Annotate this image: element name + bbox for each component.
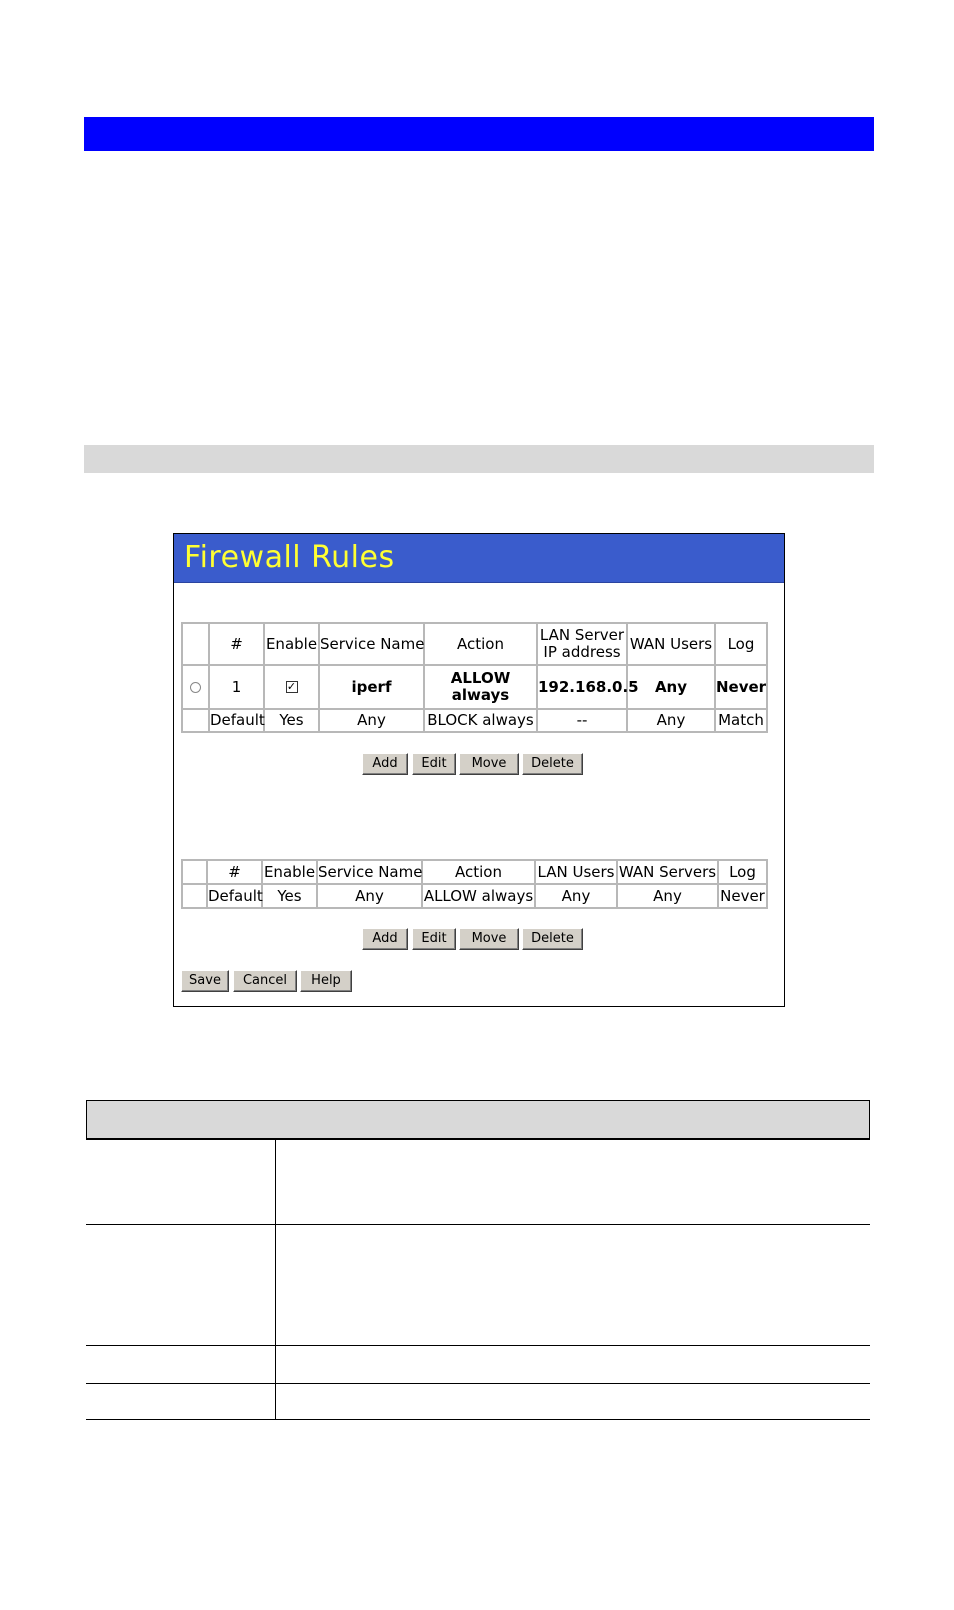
section-banner	[84, 445, 874, 473]
row-lan-server: 192.168.0.5	[537, 665, 627, 709]
header-lan-server-line2: IP address	[543, 643, 621, 661]
row-service: Any	[317, 884, 422, 908]
divider	[86, 1100, 87, 1138]
row-wan-servers: Any	[617, 884, 718, 908]
header-lan-server-line1: LAN Server	[539, 626, 625, 644]
header-action: Action	[422, 860, 535, 884]
outbound-delete-button[interactable]: Delete	[522, 928, 583, 950]
row-action	[424, 665, 537, 709]
row-action: ALLOW always	[422, 884, 535, 908]
row-enable: Yes	[264, 709, 319, 732]
divider	[86, 1224, 870, 1225]
inbound-add-button[interactable]: Add	[362, 753, 408, 775]
row-lan-server: --	[537, 709, 627, 732]
header-number: #	[207, 860, 262, 884]
row-service: Any	[319, 709, 424, 732]
row-log: Never	[715, 665, 767, 709]
header-service-name: Service Name	[319, 623, 424, 665]
outbound-add-button[interactable]: Add	[362, 928, 408, 950]
table-header-row	[182, 860, 767, 884]
divider	[86, 1345, 870, 1346]
row-log: Match	[715, 709, 767, 732]
header-service-name: Service Name	[317, 860, 422, 884]
inbound-rules-table	[181, 622, 768, 733]
row-enable-cell	[264, 665, 319, 709]
enable-checkbox[interactable]: ✓	[286, 680, 297, 693]
header-lan-server	[537, 623, 627, 665]
title-banner	[84, 117, 874, 151]
divider	[869, 1100, 870, 1138]
inbound-edit-button[interactable]: Edit	[412, 753, 456, 775]
inbound-move-button[interactable]: Move	[459, 753, 519, 775]
row-action-line1: ALLOW	[450, 669, 511, 687]
row-wan-users: Any	[627, 665, 715, 709]
row-select-cell	[182, 665, 209, 709]
save-button[interactable]: Save	[181, 970, 229, 992]
outbound-edit-button[interactable]: Edit	[412, 928, 456, 950]
row-number: Default	[209, 709, 264, 732]
header-log: Log	[718, 860, 767, 884]
row-number: Default	[207, 884, 262, 908]
table-header-row	[182, 623, 767, 665]
firewall-rules-screenshot	[173, 533, 785, 1007]
header-enable: Enable	[264, 623, 319, 665]
header-lan-users: LAN Users	[535, 860, 617, 884]
header-number: #	[209, 623, 264, 665]
header-wan-users: WAN Users	[627, 623, 715, 665]
frame-header	[174, 534, 784, 583]
divider	[275, 1140, 276, 1420]
table-row	[182, 665, 767, 709]
row-log: Never	[718, 884, 767, 908]
divider	[86, 1100, 870, 1101]
header-action: Action	[424, 623, 537, 665]
row-select-cell	[182, 884, 207, 908]
help-button[interactable]: Help	[300, 970, 352, 992]
header-select	[182, 623, 209, 665]
row-wan-users: Any	[627, 709, 715, 732]
divider	[86, 1419, 870, 1420]
outbound-move-button[interactable]: Move	[459, 928, 519, 950]
row-lan-users: Any	[535, 884, 617, 908]
divider	[86, 1138, 870, 1140]
description-table-header	[86, 1100, 870, 1138]
table-row	[182, 884, 767, 908]
inbound-delete-button[interactable]: Delete	[522, 753, 583, 775]
outbound-rules-table	[181, 859, 768, 909]
row-action: BLOCK always	[424, 709, 537, 732]
table-row	[182, 709, 767, 732]
row-action-line2: always	[451, 686, 510, 704]
row-select-cell	[182, 709, 209, 732]
page-title: Firewall Rules	[184, 540, 395, 575]
cancel-button[interactable]: Cancel	[233, 970, 297, 992]
header-wan-servers: WAN Servers	[617, 860, 718, 884]
divider	[86, 1383, 870, 1384]
description-table	[86, 1100, 870, 1420]
row-enable: Yes	[262, 884, 317, 908]
row-select-radio[interactable]	[190, 682, 201, 693]
header-log: Log	[715, 623, 767, 665]
header-enable: Enable	[262, 860, 317, 884]
header-select	[182, 860, 207, 884]
row-number: 1	[209, 665, 264, 709]
row-service: iperf	[319, 665, 424, 709]
